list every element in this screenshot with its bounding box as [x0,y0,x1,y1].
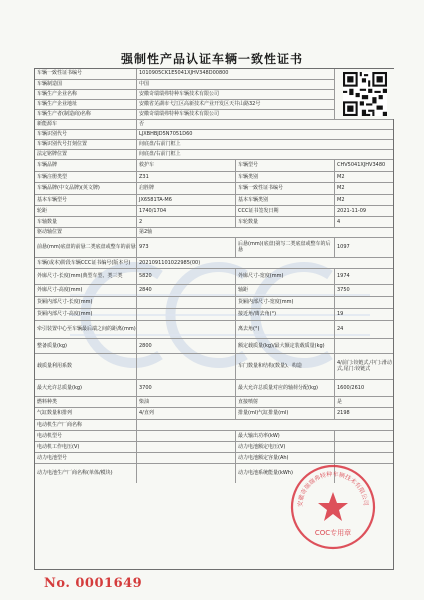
row-label: 载质量利用系数 [37,363,73,370]
row-label-2: CCC证书签发日期 [235,206,334,217]
row-label: 前悬(mm)底盘的前悬二类底盘或整车的前悬 [37,244,136,251]
row-label: 车辆生产者(制造商)名称 [37,111,91,118]
row-label-2: 最大允许总质量对应的轴荷分配(kg) [235,380,334,397]
row-label-2: 接近角/离去角(°) [235,309,334,321]
row-value-2: M2 [334,195,393,206]
row-value: Z31 [136,172,235,183]
row-value: 第2轴 [136,228,393,238]
row-label-2: 离去角(°) [235,321,334,339]
row-label: 牵引装置中心至车辆最后端之间的距离(mm) [37,326,136,333]
row-value: LJXBHBJD5N7051D60 [136,130,393,140]
row-label-2: 额定载质量(kg)/最大额定装载质量(kg) [235,339,334,354]
row-label-2: 货厢内部尺寸-宽度(mm) [235,297,334,309]
row-label: 新能源车 [37,121,58,128]
seal-org-text: 安徽奇瑞瑞弗特种车辆技术有限公司 [296,470,370,508]
row-value: 安徽奇瑞瑞弗特种车辆技术有限公司 [136,110,334,120]
table-row [35,320,393,339]
row-label: 货厢内部尺寸-高度(mm) [37,311,93,318]
row-label-2: 轴距 [235,285,334,297]
row-label: 外廓尺寸-高度(mm) [37,287,83,294]
row-label: 轮距 [37,207,48,214]
row-value-2: 19 [334,309,393,321]
row-value: 3700 [136,380,235,397]
row-label-2: 动力电池额定电压(V) [235,442,334,453]
row-value: 5820 [136,269,235,285]
row-value: 间底盘/右前门框上 [136,150,393,160]
row-value-2: CHV5041XJHV3480 [334,160,393,172]
row-value: 2021091101022985(00) [136,258,393,269]
row-label-2: 动力电池系统能量(kWh) [235,464,334,483]
row-value [136,321,235,339]
row-value-2: M2 [334,183,393,195]
row-label-2: 排量(ml)气缸排量(ml) [235,408,334,420]
row-value: 中国 [136,80,334,90]
row-value: 1010905CK1E5041XJHV348D00800 [136,69,334,79]
certificate-number-value: 0001649 [75,576,143,591]
row-label: 气缸数量和排列 [37,410,73,417]
row-value-2: 1097 [334,238,393,258]
row-value-2: 2021-11-09 [334,206,393,217]
row-value: 2800 [136,339,235,354]
document-title: 强制性产品认证车辆一致性证书 [120,52,303,66]
certificate-number [44,576,142,591]
row-label-2: 车辆类别 [235,172,334,183]
row-label: 车轴数量 [37,218,58,225]
row-label-2: 车轮数量 [235,217,334,228]
row-label: 整备质量(kg) [37,342,67,349]
row-label: 电动机生产厂商名称 [37,421,83,428]
row-value-2 [334,339,393,354]
row-value-2: 1600/2610 [334,380,393,397]
row-value-2: 2198 [334,408,393,420]
row-label-2: 车辆一致性证书编号 [235,183,334,195]
row-label: 车辆一致性证书编号 [37,70,83,77]
row-label: 车辆制造国 [37,81,63,88]
certificate-number-prefix: No. [44,576,71,591]
table-row [35,338,393,354]
row-label: 车辆品牌(中文品牌)(英文牌) [37,185,100,192]
seal-label: COC专用章 [314,529,352,537]
row-value-2: 4 [334,217,393,228]
row-label: 车辆识别代号 [37,131,68,138]
row-label: 驱动轴位置 [37,229,63,236]
row-label-2: 车辆型号 [235,160,334,172]
row-label: 车辆生产企业地址 [37,101,78,108]
row-value: 柴油 [136,397,235,408]
row-value-2: 是 [334,397,393,408]
row-label: 车辆品牌 [37,162,58,169]
row-label: 电动机工作电压(V) [37,443,80,450]
row-label: 燃料种类 [37,398,58,405]
row-value: 4/直列 [136,408,235,420]
table-row [35,237,393,258]
row-value-2: 24 [334,321,393,339]
row-label: 车辆识别代号打刻位置 [37,141,88,148]
row-value: 否 [136,120,393,130]
row-label: 车辆生产企业名称 [37,91,78,98]
table-row [35,268,393,285]
row-value: 救护车 [136,160,235,172]
row-value: 间底盘/右前门框上 [136,140,393,150]
row-label: 动力电池型号 [37,454,68,461]
row-label: 基本车辆型号 [37,196,68,203]
table-row [35,379,393,397]
row-label: 法定铭牌位置 [37,151,68,158]
row-value: 启胜牌 [136,183,235,195]
row-label: 货厢内部尺寸-长度(mm) [37,299,93,306]
table-row [35,353,393,380]
row-value-2: M2 [334,172,393,183]
row-value-2: 4/前门:铰链式,中门:滑动式,尾门:铰链式 [334,354,393,380]
row-label-2: 后悬(mm)(底盘)第写二类底盘或整车的后悬 [235,238,334,258]
row-value: 1740/1704 [136,206,235,217]
row-value [136,464,235,483]
official-seal [288,462,378,552]
row-value: 2840 [136,285,235,297]
row-label: 车辆(或本)阶段车辆CCC证书编号(版本号) [37,259,131,266]
row-value: JX6581TA-M6 [136,195,235,206]
row-value-2: 1974 [334,269,393,285]
row-label-2: 最大输出功率(kW) [235,431,334,442]
qr-code-icon [343,72,387,116]
row-label-2: 车门数量和结构(数量)、构造 [235,354,334,380]
row-value: 973 [136,238,235,258]
qr-code [334,69,394,119]
row-label: 外廓尺寸-长度(mm)典型车型、类三类 [37,273,123,280]
row-label-2: 直接喷射 [235,397,334,408]
row-label-2: 基本车辆类别 [235,195,334,206]
row-label-2: 动力电池额定容量(Ah) [235,453,334,464]
row-label: 动力电池生产厂商名称(单体/模块) [37,469,113,476]
row-label: 电动机型号 [37,432,63,439]
row-label: 最大允许总质量(kg) [37,384,82,391]
row-value: 2 [136,217,235,228]
row-label: 车辆注册类型 [37,173,68,180]
row-value [136,354,235,380]
row-label-2: 外廓尺寸-宽度(mm) [235,269,334,285]
row-value-2: 3750 [334,285,393,297]
row-value: 安徽奇瑞瑞弗特种车辆技术有限公司 [136,90,334,100]
row-value: 安徽省芜湖市弋江区高新技术产业开发区天井山路32号 [136,100,334,110]
